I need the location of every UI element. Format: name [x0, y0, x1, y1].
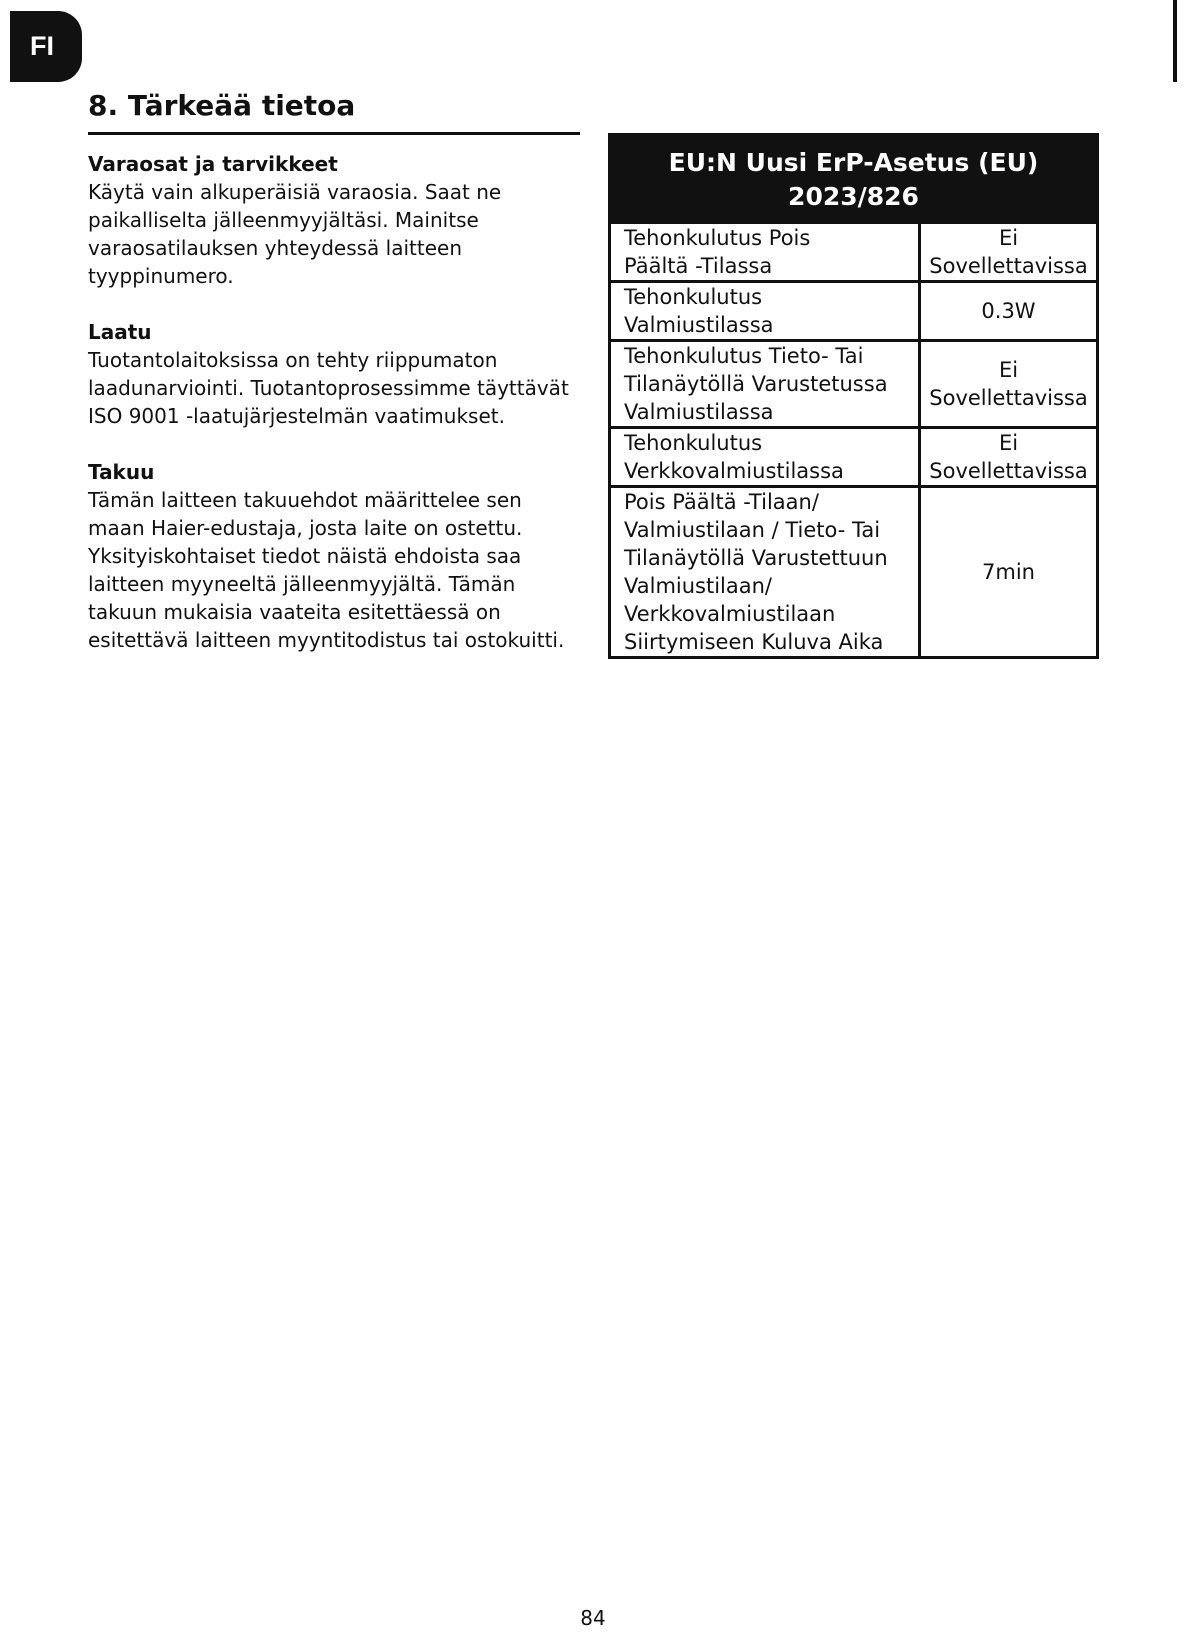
- row-value: Ei Sovellettavissa: [929, 226, 1088, 278]
- table-row: [611, 280, 1096, 339]
- spare-parts-block: [88, 150, 588, 290]
- title-divider: [88, 132, 580, 135]
- row-label: Tehonkulutus Tieto- Tai Tilanäytöllä Varustetussa Valmiustilassa: [611, 342, 921, 426]
- quality-block: [88, 318, 588, 430]
- table-row: [611, 426, 1096, 485]
- erp-table-title: EU:N Uusi ErP-Asetus (EU) 2023/826: [611, 136, 1096, 221]
- spare-parts-text: Käytä vain alkuperäisiä varaosia. Saat ne paikalliselta jälleenmyyjältäsi. Mainitse varaosatilauksen yhteydessä laitteen tyyppinumero.: [88, 180, 502, 288]
- table-row: [611, 485, 1096, 656]
- row-value: Ei Sovellettavissa: [929, 358, 1088, 410]
- row-label: Tehonkulutus Pois Päältä -Tilassa: [611, 224, 921, 280]
- table-row: [611, 221, 1096, 280]
- spare-parts-heading: Varaosat ja tarvikkeet: [88, 152, 338, 176]
- row-value: 7min: [982, 560, 1035, 584]
- row-label: Tehonkulutus Valmiustilassa: [611, 283, 921, 339]
- erp-regulation-table: [608, 133, 1099, 659]
- row-label: Pois Päältä -Tilaan/ Valmiustilaan / Tieto- Tai Tilanäytöllä Varustettuun Valmiustilaan/ Verkkovalmiustilaan Siirtymiseen Kuluva Aika: [611, 488, 921, 656]
- language-tab: FI: [10, 11, 82, 82]
- quality-heading: Laatu: [88, 320, 152, 344]
- quality-text: Tuotantolaitoksissa on tehty riippumaton laadunarviointi. Tuotantoprosessimme täyttävät ISO 9001 -laatujärjestelmän vaatimukset.: [88, 348, 569, 428]
- page-number: 84: [580, 1606, 606, 1630]
- row-value: 0.3W: [981, 299, 1036, 323]
- warranty-heading: Takuu: [88, 460, 155, 484]
- warranty-block: [88, 458, 588, 654]
- table-row: [611, 339, 1096, 426]
- info-column: [88, 150, 588, 682]
- warranty-text: Tämän laitteen takuuehdot määrittelee sen maan Haier-edustaja, josta laite on ostettu. Yksityiskohtaiset tiedot näistä ehdoista saa laitteen myyneeltä jälleenmyyjältä. Tämän takuun mukaisia vaateita esitettäessä on esitettävä laitteen myyntitodistus tai ostokuitti.: [88, 488, 565, 652]
- row-value: Ei Sovellettavissa: [929, 431, 1088, 483]
- page-edge-marker: [1173, 0, 1177, 82]
- section-title: 8. Tärkeää tietoa: [88, 89, 356, 122]
- row-label: Tehonkulutus Verkkovalmiustilassa: [611, 429, 921, 485]
